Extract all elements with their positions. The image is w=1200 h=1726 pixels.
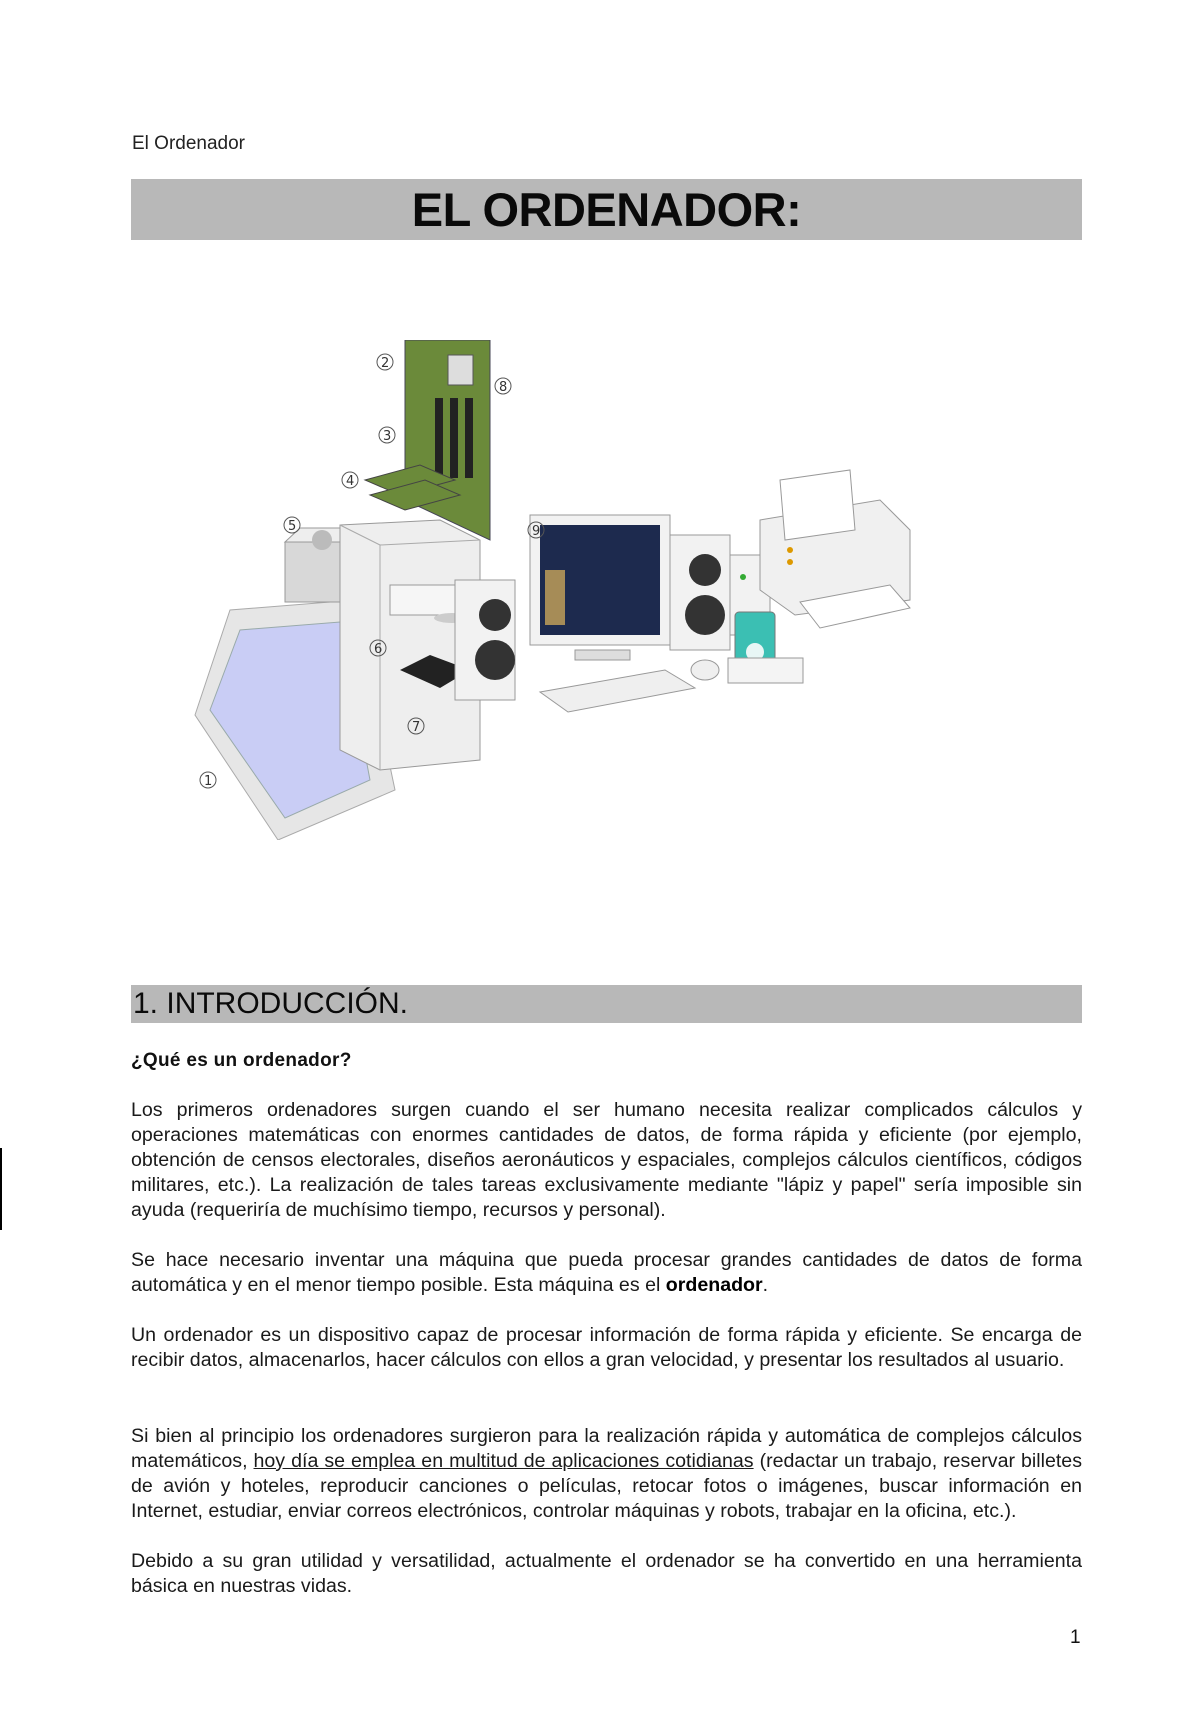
computer-components-illustration (190, 340, 1010, 840)
paragraph-3: Un ordenador es un dispositivo capaz de procesar información de forma rápida y eficiente. Se encarga de recibir datos, almacenarlos, hacer cálculos con ellos a gran velocidad, y presentar los resultados al usuario. (131, 1324, 1082, 1371)
question-subheading: ¿Qué es un ordenador? (131, 1050, 352, 1071)
section-heading-band (131, 985, 1082, 1023)
mouse-icon (691, 660, 719, 680)
p2-bold-term: ordenador (665, 1274, 763, 1296)
paragraph-2 (131, 1248, 1082, 1298)
title-band (131, 179, 1082, 240)
svg-text:5: 5 (288, 519, 297, 534)
svg-text:7: 7 (412, 720, 421, 735)
paragraph-4 (131, 1424, 1082, 1524)
svg-text:3: 3 (383, 429, 392, 444)
page-title: EL ORDENADOR: (411, 183, 802, 236)
margin-bar (0, 1148, 2, 1230)
svg-text:6: 6 (374, 642, 383, 657)
p4-text: Si bien al principio los ordenadores surgieron para la realización rápida y automática de complejos cálculos matemáticos, (131, 1425, 1082, 1472)
paragraph-1: Los primeros ordenadores surgen cuando el ser humano necesita realizar complicados cálculos y operaciones matemáticas con enormes cantidades de datos, de forma rápida y eficiente (por ejemplo, obtención de censos electorales, diseños aeronáuticos y espaciales, complejos cálculos científicos, códigos militares, etc.). La realización de tales tareas exclusivamente mediante "lápiz y papel" sería imposible sin ayuda (requeriría de muchísimo tiempo, recursos y personal). (131, 1099, 1082, 1221)
p2-text: Se hace necesario inventar una máquina que pueda procesar grandes cantidades de datos de forma automática y en el menor tiempo posible. Esta máquina es el (131, 1249, 1082, 1296)
svg-text:4: 4 (346, 474, 355, 489)
page-number: 1 (1070, 1627, 1081, 1648)
running-header: El Ordenador (132, 133, 246, 154)
svg-text:2: 2 (381, 356, 390, 371)
p2-end: . (762, 1274, 769, 1296)
motherboard-icon (405, 340, 490, 540)
monitor-icon (530, 515, 670, 660)
svg-text:9: 9 (532, 524, 541, 539)
paragraph-5: Debido a su gran utilidad y versatilidad, actualmente el ordenador se ha convertido en una herramienta básica en nuestras vidas. (131, 1550, 1082, 1597)
mp3-player-icon (728, 612, 803, 683)
printer-icon (760, 470, 910, 628)
svg-text:8: 8 (499, 380, 508, 395)
p4-underlined: hoy día se emplea en multitud de aplicaciones cotidianas (253, 1450, 754, 1472)
section-heading: 1. INTRODUCCIÓN. (133, 987, 409, 1020)
svg-text:1: 1 (204, 774, 213, 789)
p4-end: (redactar un trabajo, reservar billetes de avión y hoteles, reproducir canciones o películas, retocar fotos o imágenes, buscar información en Internet, estudiar, enviar correos electrónicos, controlar máquinas y robots, trabajar en la oficina, etc.). (131, 1450, 1082, 1522)
keyboard-icon (540, 670, 695, 712)
